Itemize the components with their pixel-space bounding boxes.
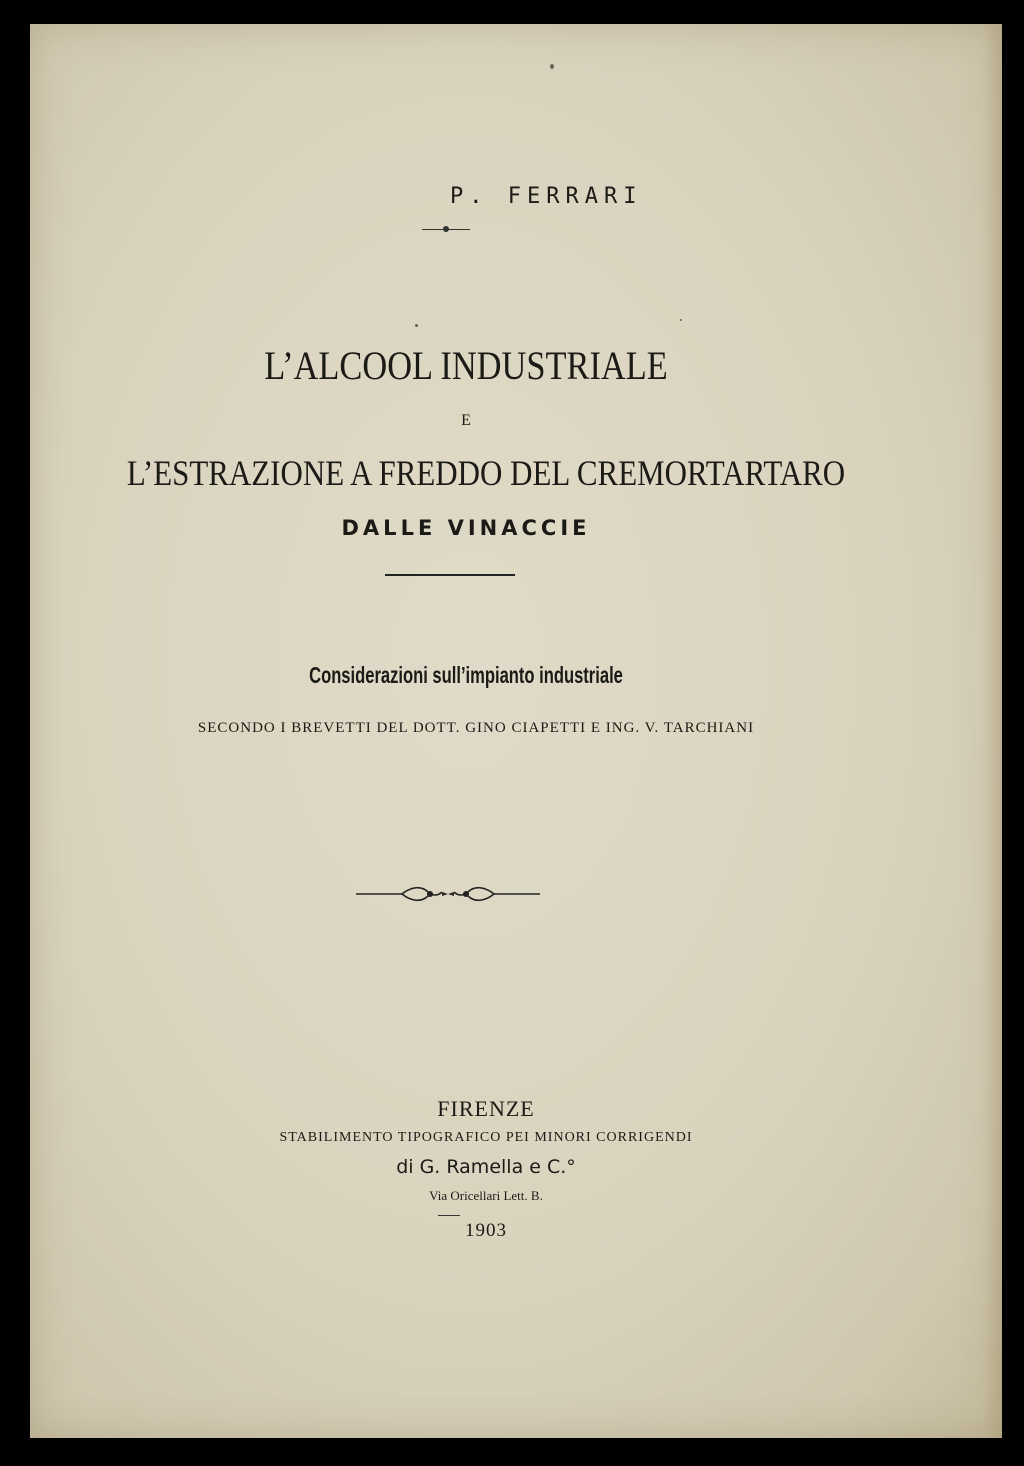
imprint-year: 1903 [465,1220,507,1241]
page-edge-shading [984,24,1002,1438]
title-conjunction: E [461,412,471,429]
patent-line: SECONDO I BREVETTI DEL DOTT. GINO CIAPETTI E ING. V. TARCHIANI [197,720,755,736]
title-divider-rule [385,574,515,576]
paper-speck [550,64,554,69]
imprint-place: FIRENZE [437,1096,535,1121]
ornament-divider-icon [356,882,540,906]
imprint-press: STABILIMENTO TIPOGRAFICO PEI MINORI CORRIGENDI [279,1130,693,1145]
subtitle: Considerazioni sull’impianto industriale [309,662,623,688]
paper-speck [415,324,418,327]
imprint-printer: di G. Ramella e C.° [396,1156,576,1178]
author-rule-dot [443,226,449,232]
imprint-rule [438,1215,460,1216]
author-name: P. FERRARI [450,184,643,209]
title-main: L’ALCOOL INDUSTRIALE [264,343,668,388]
title-page [30,24,1002,1438]
title-third-line: DALLE VINACCIE [341,516,591,540]
paper-speck [680,319,682,321]
title-second-line: L’ESTRAZIONE A FREDDO DEL CREMORTARTARO [126,453,846,493]
imprint-address: Via Oricellari Lett. B. [429,1188,543,1203]
